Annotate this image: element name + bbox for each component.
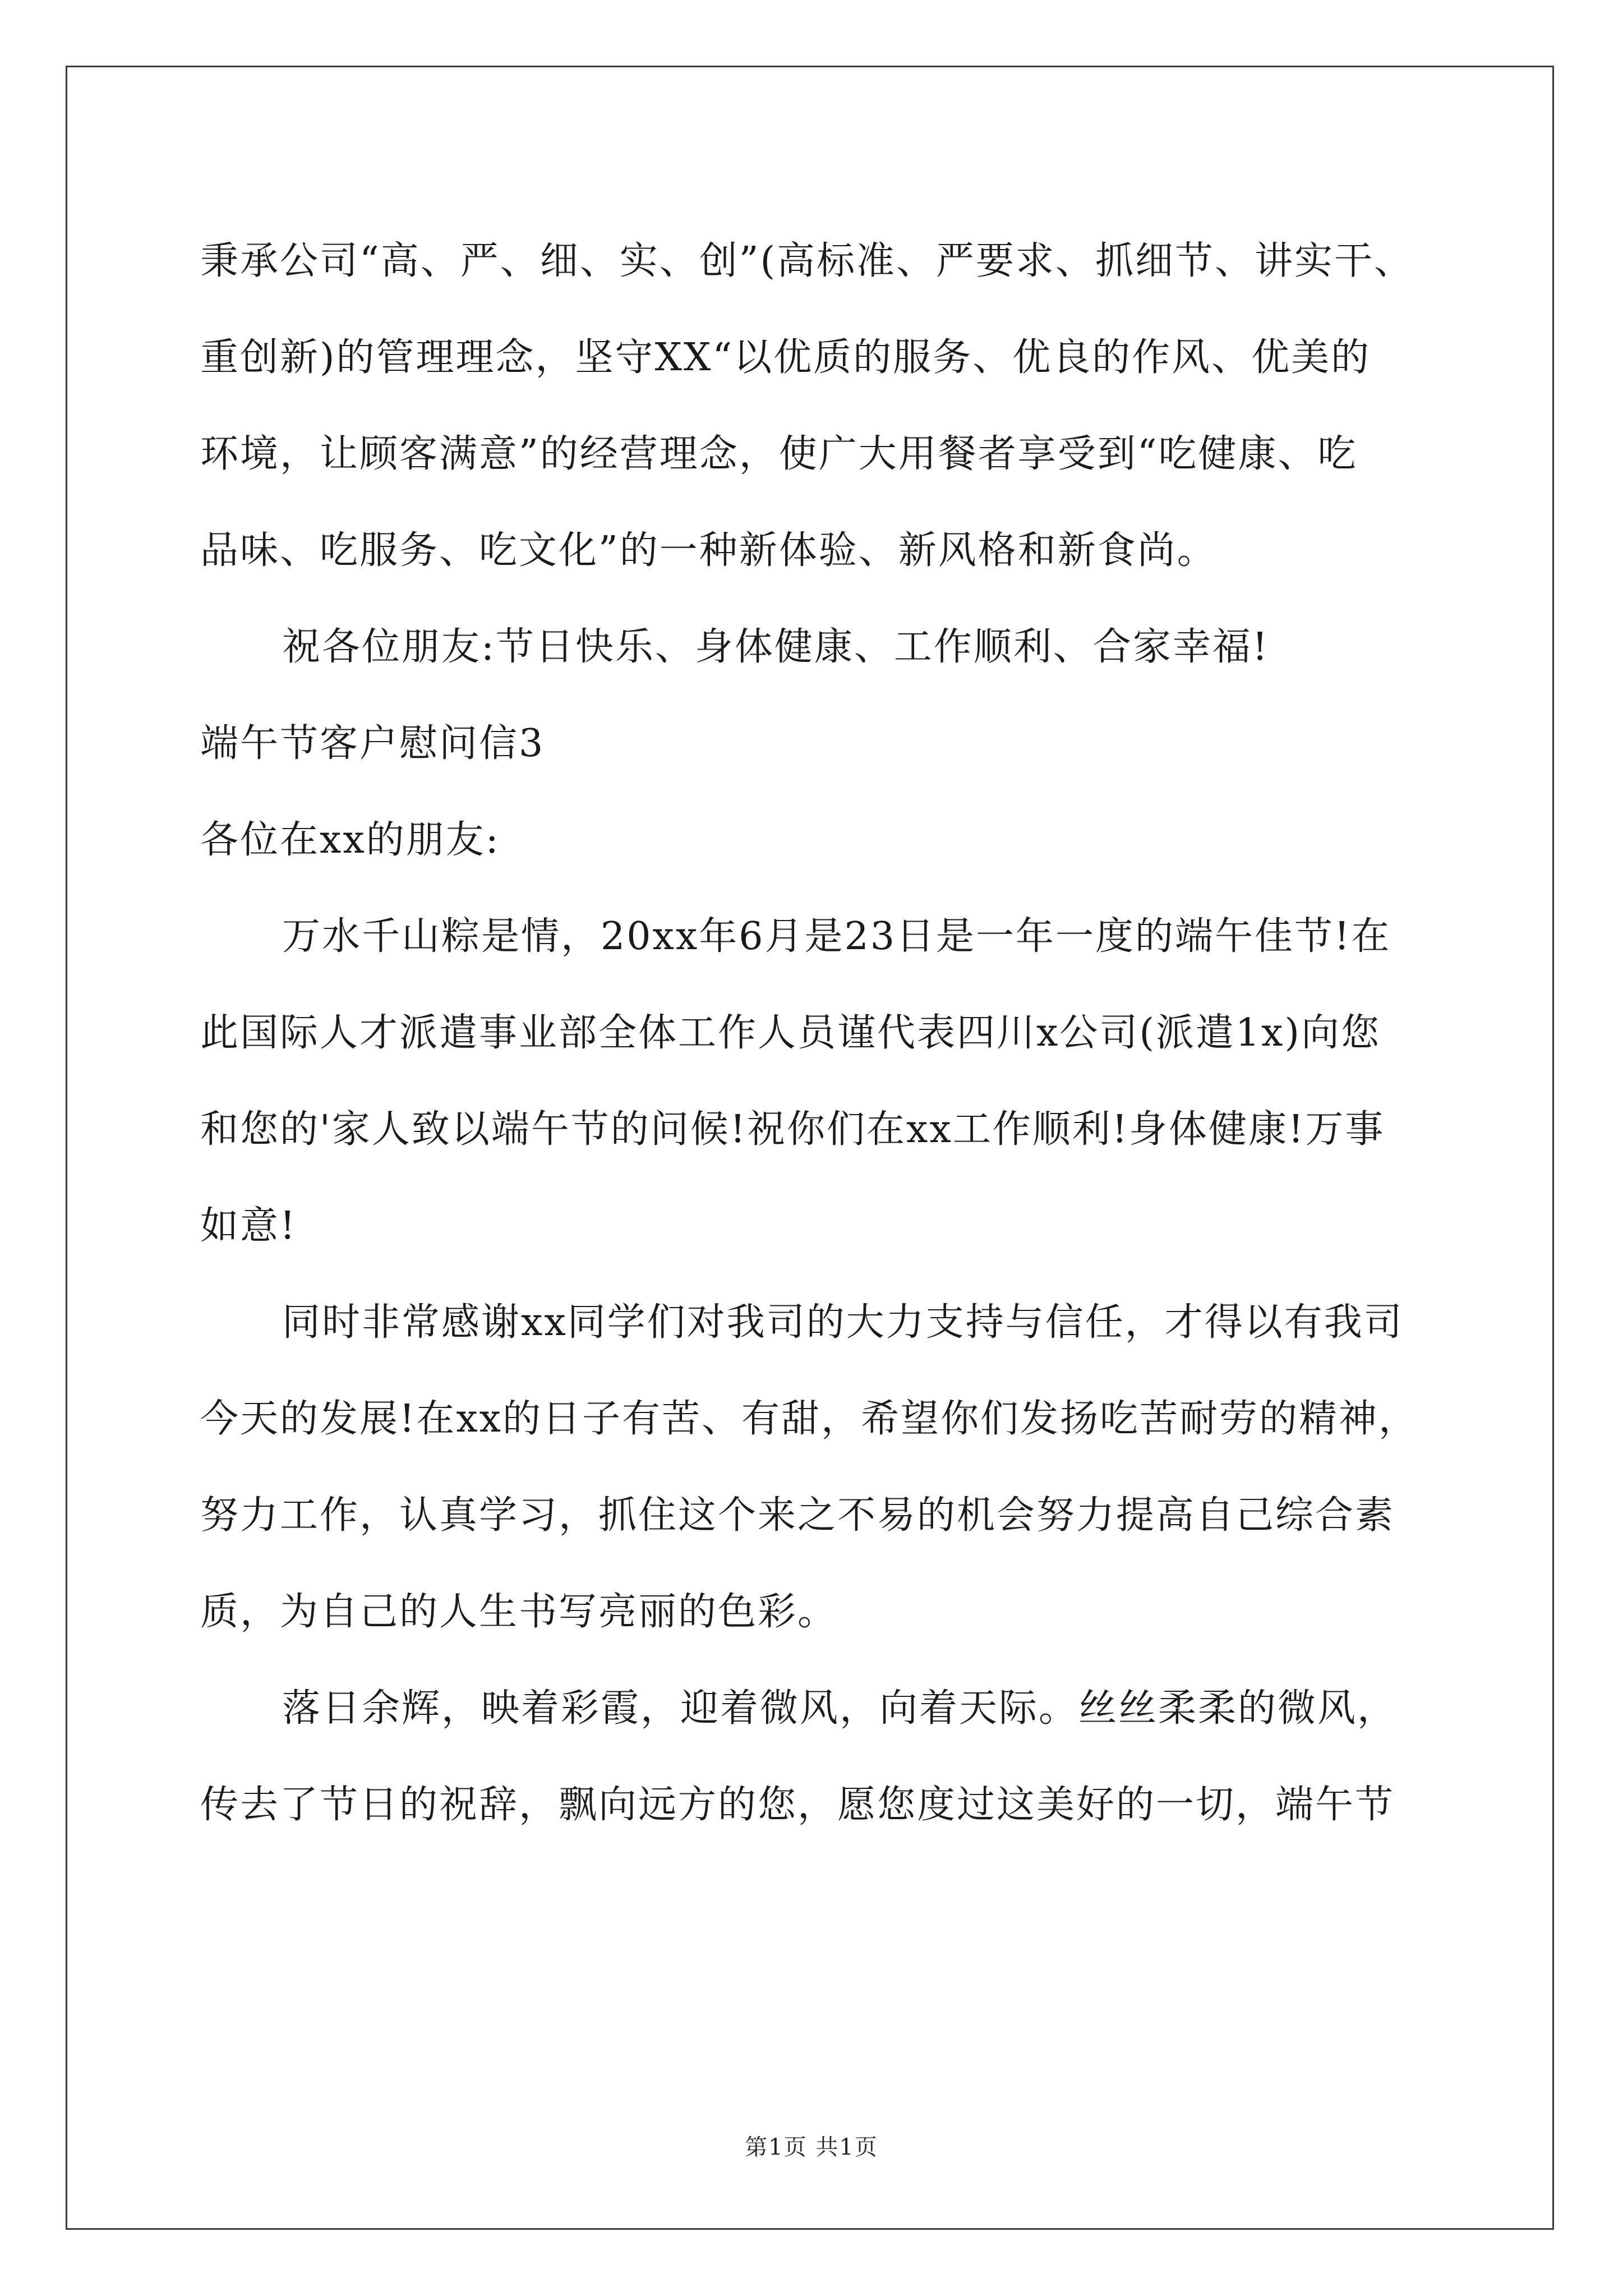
text-line: 品味、吃服务、吃文化”的一种新体验、新风格和新食尚。	[200, 528, 1217, 573]
section-title: 端午节客户慰问信3	[200, 721, 545, 766]
text-line: 落日余辉，映着彩霞，迎着微风，向着天际。丝丝柔柔的微风，	[282, 1686, 1398, 1731]
text-line: 努力工作，认真学习，抓住这个来之不易的机会努力提高自己综合素	[200, 1493, 1395, 1538]
salutation: 各位在xx的朋友:	[200, 818, 500, 862]
text-line: 此国际人才派遣事业部全体工作人员谨代表四川x公司(派遣1x)向您	[200, 1011, 1381, 1055]
text-line: 同时非常感谢xx同学们对我司的大力支持与信任，才得以有我司	[282, 1300, 1404, 1345]
text-line: 和您的'家人致以端午节的问候!祝你们在xx工作顺利!身体健康!万事	[200, 1107, 1385, 1152]
text-line: 万水千山粽是情，20xx年6月是23日是一年一度的端午佳节!在	[282, 914, 1391, 959]
text-line: 传去了节日的祝辞，飘向远方的您，愿您度过这美好的一切，端午节	[200, 1783, 1395, 1827]
text-line: 质，为自己的人生书写亮丽的色彩。	[200, 1590, 838, 1634]
document-body	[200, 213, 1490, 1853]
text-line: 环境，让顾客满意”的经营理念，使广大用餐者享受到“吃健康、吃	[200, 432, 1358, 476]
page-footer: 第1页 共1页	[745, 2134, 878, 2160]
greeting-line: 祝各位朋友:节日快乐、身体健康、工作顺利、合家幸福!	[282, 625, 1270, 669]
text-line: 如意!	[200, 1204, 297, 1248]
text-line: 秉承公司“高、严、细、实、创”(高标准、严要求、抓细节、讲实干、	[200, 239, 1414, 283]
text-line: 今天的发展!在xx的日子有苦、有甜，希望你们发扬吃苦耐劳的精神，	[200, 1397, 1419, 1441]
text-line: 重创新)的管理理念，坚守XX“以优质的服务、优良的作风、优美的	[200, 335, 1371, 380]
